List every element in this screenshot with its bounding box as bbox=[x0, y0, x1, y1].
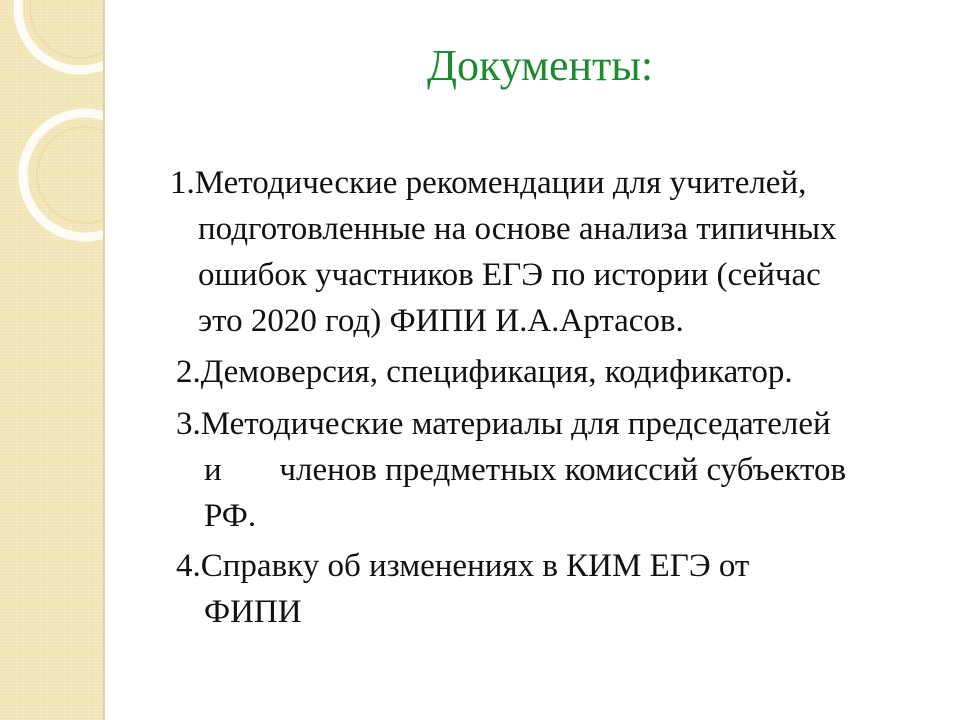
list-item-line: и членов предметных комиссий субъектов bbox=[204, 452, 847, 488]
list-item-line: РФ. bbox=[204, 498, 257, 534]
list-item-number: 4. bbox=[176, 548, 201, 584]
list-item-line: подготовленные на основе анализа типичных bbox=[198, 211, 837, 247]
list-item-line: Демоверсия, спецификация, кодификатор. bbox=[200, 354, 793, 390]
list-item-line: ФИПИ bbox=[204, 594, 302, 630]
list-item-number: 2. bbox=[176, 354, 201, 390]
list-item-3 bbox=[176, 401, 846, 539]
list-item-line: ошибок участников ЕГЭ по истории (сейчас bbox=[198, 257, 821, 293]
decorative-rings-icon bbox=[0, 0, 103, 720]
list-item-line: Справку об изменениях в КИМ ЕГЭ от bbox=[200, 548, 750, 584]
list-item-number: 3. bbox=[176, 406, 201, 442]
list-item-line: Методические материалы для председателей bbox=[200, 406, 831, 442]
decorative-side-panel bbox=[0, 0, 103, 720]
list-item-4 bbox=[176, 543, 749, 635]
list-item-number: 1. bbox=[170, 165, 195, 201]
list-item-2 bbox=[176, 349, 793, 395]
list-item-line: Методические рекомендации для учителей, bbox=[194, 165, 807, 201]
list-item-1 bbox=[170, 160, 837, 344]
list-item-line: это 2020 год) ФИПИ И.А.Артасов. bbox=[198, 303, 684, 339]
panel-divider bbox=[103, 0, 105, 720]
slide-title: Документы: bbox=[426, 41, 654, 90]
